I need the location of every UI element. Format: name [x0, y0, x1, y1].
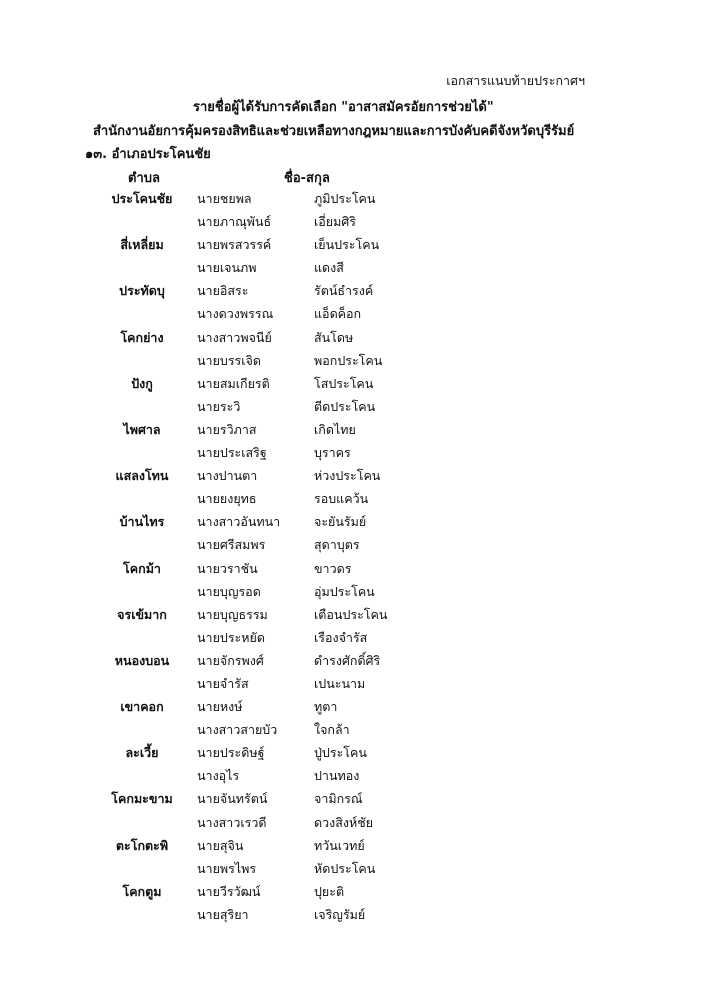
list-item [0, 466, 707, 489]
person-first-name: นายภาณุพันธ์ [197, 214, 272, 230]
person-first-name: นายอิสระ [197, 283, 249, 299]
tambon-name: จรเข้มาก [117, 606, 167, 622]
person-first-name: นายประเสริฐ [197, 445, 267, 461]
person-last-name: เตือนประโคน [314, 606, 388, 622]
tambon-name: โคกม้า [123, 560, 161, 576]
person-first-name: นายบรรเจิด [197, 352, 261, 368]
list-item [0, 489, 707, 512]
person-first-name: นายวีรวัฒน์ [197, 883, 261, 899]
list-item [0, 651, 707, 674]
person-last-name: จามิกรณ์ [314, 791, 363, 807]
person-last-name: บุราคร [314, 445, 351, 461]
person-first-name: นายจันทรัตน์ [197, 791, 268, 807]
person-last-name: รัตน์ธำรงค์ [314, 283, 374, 299]
tambon-name: เขาคอก [120, 699, 164, 715]
list-item [0, 720, 707, 743]
person-last-name: สันโดษ [314, 329, 354, 345]
person-first-name: นางสาวพจนีย์ [197, 329, 272, 345]
person-first-name: นายพรสวรรค์ [197, 237, 272, 253]
person-first-name: นายชยพล [197, 191, 252, 206]
person-first-name: นายศรีสมพร [197, 537, 266, 553]
list-item [0, 328, 707, 351]
person-first-name: นายจำรัส [197, 675, 249, 691]
person-last-name: ขาวดร [314, 560, 352, 576]
tambon-name: ประทัดบุ [119, 283, 165, 299]
person-first-name: นายสุริยา [197, 906, 249, 922]
tambon-name: โคกย่าง [120, 329, 164, 345]
list-item [0, 281, 707, 304]
list-item [0, 351, 707, 374]
tambon-name: บ้านไทร [119, 514, 165, 530]
person-last-name: แอ็ดค็อก [314, 306, 362, 322]
annex-label: เอกสารแนบท้ายประกาศฯ [446, 73, 585, 88]
list-item [0, 443, 707, 466]
list-item [0, 258, 707, 281]
tambon-name: โคกตูม [122, 883, 162, 899]
list-item [0, 559, 707, 582]
person-last-name: อุ่มประโคน [314, 583, 375, 599]
list-item [0, 304, 707, 327]
person-last-name: เย็นประโคน [314, 237, 380, 253]
name-list [0, 189, 707, 928]
tambon-name: หนองบอน [114, 652, 170, 668]
person-first-name: นายสุจิน [197, 837, 244, 853]
person-last-name: เกิดไทย [314, 421, 356, 437]
person-last-name: จะยันรัมย์ [314, 514, 367, 530]
tambon-name: โคกมะขาม [111, 791, 173, 807]
person-first-name: นายประดิษฐ์ [197, 745, 265, 761]
person-last-name: ปานทอง [314, 768, 360, 784]
column-header-tambon: ตำบล [128, 171, 160, 186]
tambon-name: ไพศาล [123, 421, 161, 437]
person-first-name: นายยงยุทธ [197, 491, 257, 507]
person-last-name: ใจกล้า [314, 722, 350, 738]
tambon-name: ตะโกตะพิ [115, 837, 169, 853]
person-first-name: นางดวงพรรณ [197, 306, 274, 322]
list-item [0, 789, 707, 812]
person-last-name: เรืองจำรัส [314, 629, 368, 645]
person-last-name: แดงสี [314, 260, 344, 276]
list-item [0, 189, 707, 212]
tambon-name: ละเวี้ย [125, 745, 159, 761]
person-first-name: นายบุญธรรม [197, 606, 268, 622]
column-header-name: ชื่อ-สกุล [284, 171, 330, 186]
list-item [0, 674, 707, 697]
person-last-name: ห่วงประโคน [314, 468, 381, 484]
person-last-name: ดวงสิงห์ชัย [314, 814, 374, 830]
list-item [0, 212, 707, 235]
person-first-name: นายหงษ์ [197, 699, 243, 715]
list-item [0, 374, 707, 397]
list-item [0, 813, 707, 836]
person-first-name: นางอุไร [197, 768, 240, 784]
list-item [0, 397, 707, 420]
person-last-name: เจริญรัมย์ [314, 906, 366, 922]
list-item [0, 235, 707, 258]
person-last-name: รอบแคว้น [314, 491, 369, 507]
person-last-name: ดำรงศักดิ์ศิริ [314, 652, 381, 668]
list-item [0, 859, 707, 882]
person-last-name: ตีดประโคน [314, 398, 376, 414]
person-last-name: เอี่ยมศิริ [314, 214, 356, 230]
list-item [0, 512, 707, 535]
person-last-name: ปุยะติ [314, 883, 345, 899]
list-item [0, 605, 707, 628]
list-item [0, 697, 707, 720]
person-last-name: พอกประโคน [314, 352, 383, 368]
list-item [0, 766, 707, 789]
person-first-name: นายเจนภพ [197, 260, 257, 276]
person-last-name: สุดาบุตร [314, 537, 360, 553]
list-item [0, 882, 707, 905]
list-item [0, 420, 707, 443]
person-last-name: โสประโคน [314, 375, 374, 391]
person-first-name: นางสาวเรวดี [197, 814, 267, 830]
person-first-name: นางสาวสายบัว [197, 722, 278, 738]
list-item [0, 743, 707, 766]
tambon-name: แสลงโทน [115, 468, 169, 484]
person-last-name: เปนะนาม [314, 675, 366, 691]
district-heading: ๑๓. อำเภอประโคนชัย [85, 147, 211, 162]
person-last-name: ภูมิประโคน [314, 191, 376, 206]
list-item [0, 582, 707, 605]
person-first-name: นายจักรพงศ์ [197, 652, 264, 668]
office-name: สำนักงานอัยการคุ้มครองสิทธิและช่วยเหลือทางกฎหมายและการบังคับคดีจังหวัดบุรีรัมย์ [93, 124, 575, 139]
person-first-name: นายสมเกียรติ [197, 375, 270, 391]
list-item [0, 836, 707, 859]
person-last-name: ทูตา [314, 699, 338, 715]
document-title: รายชื่อผู้ได้รับการคัดเลือก "อาสาสมัครอัยการช่วยได้" [193, 100, 494, 115]
person-first-name: นายรวิภาส [197, 421, 257, 437]
tambon-name: ประโคนชัย [111, 191, 173, 206]
person-first-name: นายบุญรอด [197, 583, 261, 599]
person-last-name: ปู่ประโคน [314, 745, 367, 761]
person-first-name: นายวราชัน [197, 560, 258, 576]
list-item [0, 905, 707, 928]
tambon-name: สี่เหลี่ยม [120, 237, 164, 253]
person-last-name: หัดประโคน [314, 860, 376, 876]
person-first-name: นางปานตา [197, 468, 258, 484]
list-item [0, 628, 707, 651]
person-last-name: ทวันเวทย์ [314, 837, 365, 853]
person-first-name: นายระวิ [197, 398, 241, 414]
list-item [0, 535, 707, 558]
tambon-name: ปังกู [131, 375, 153, 391]
person-first-name: นายประหยัด [197, 629, 265, 645]
person-first-name: นางสาวอันทนา [197, 514, 281, 530]
person-first-name: นายพรไพร [197, 860, 257, 876]
